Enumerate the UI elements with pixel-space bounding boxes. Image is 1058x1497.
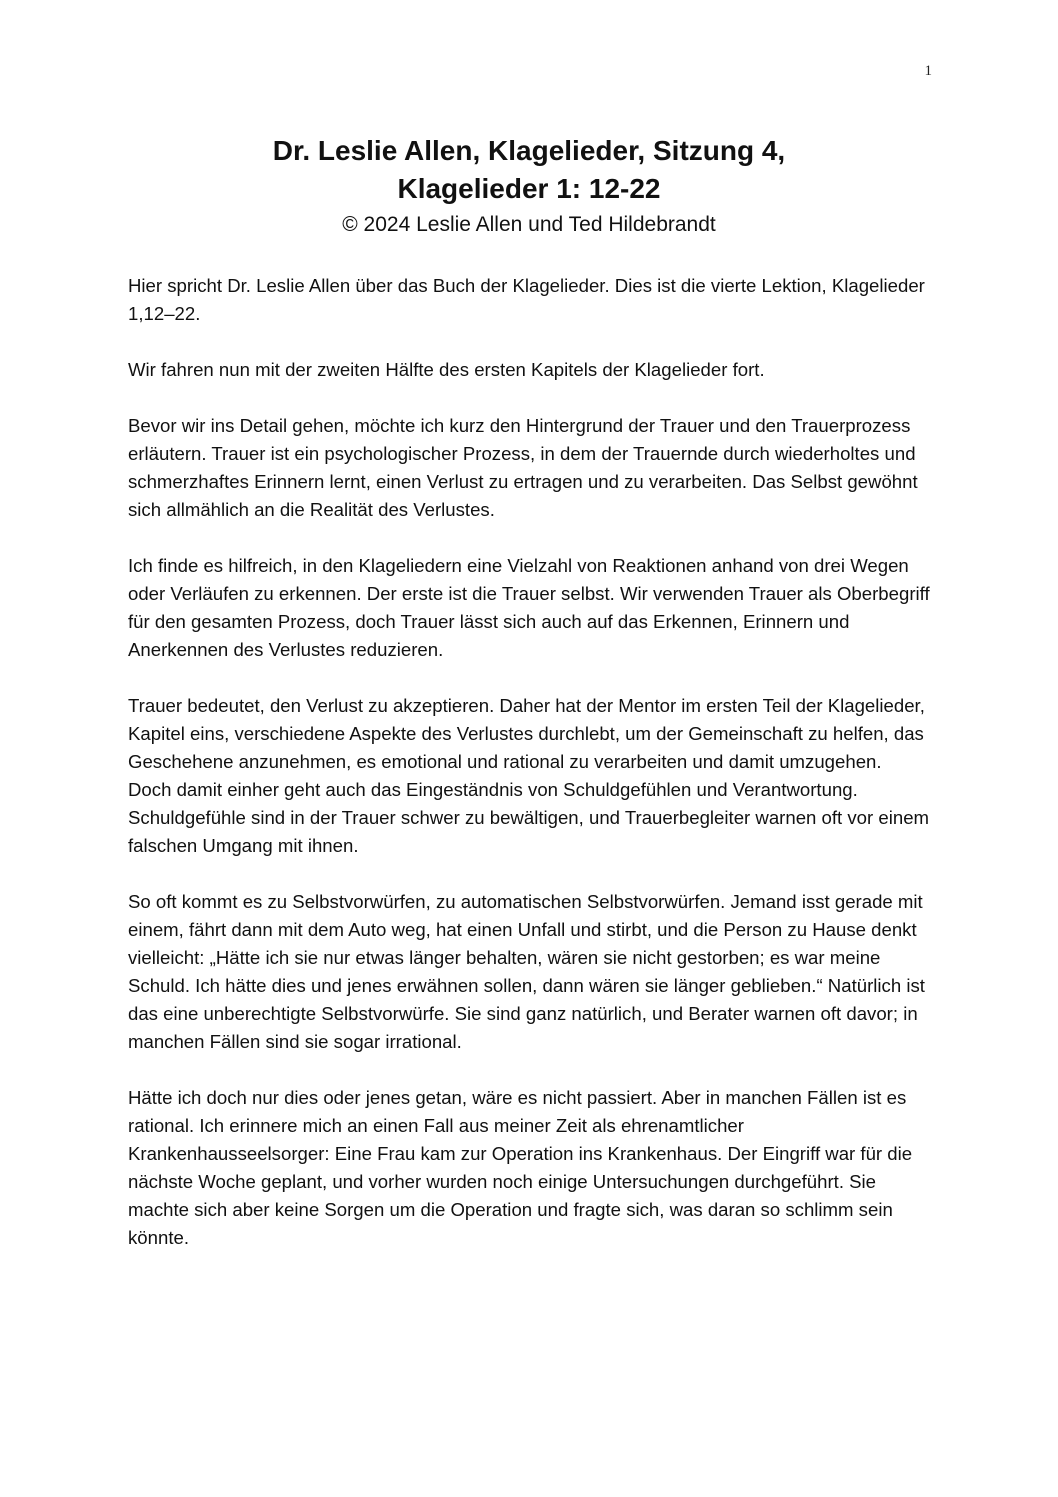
paragraph-grief-background: Bevor wir ins Detail gehen, möchte ich kurz den Hintergrund der Trauer und den Trauerprozess erläutern. Trauer ist ein psychologischer Prozess, in dem der Trauernde durch wiederholtes und schmerzhaftes Erinnern lernt, einen Verlust zu ertragen und zu verarbeiten. Das Selbst gewöhnt sich allmählich an die Realität des Verlustes. [128,415,918,520]
paragraph-accepting-loss: Trauer bedeutet, den Verlust zu akzeptieren. Daher hat der Mentor im ersten Teil der Klagelieder, Kapitel eins, verschiedene Aspekte des Verlustes durchlebt, um der Gemeinschaft zu helfen, das Geschehene anzunehmen, es emotional und rational zu verarbeiten und damit umzugehen. Doch damit einher geht auch das Eingeständnis von Schuldgefühlen und Verantwortung. Schuldgefühle sind in der Trauer schwer zu bewältigen, und Trauerbegleiter warnen oft vor einem falschen Umgang mit ihnen. [128,695,930,856]
paragraph-hospital-case: Hätte ich doch nur dies oder jenes getan, wäre es nicht passiert. Aber in manchen Fällen ist es rational. Ich erinnere mich an einen Fall aus meiner Zeit als ehrenamtlicher Krankenhausseelsorger: Eine Frau kam zur Operation ins Krankenhaus. Der Eingriff war für die nächste Woche geplant, und vorher wurden noch einige Untersuchungen durchgeführt. Sie machte sich aber keine Sorgen um die Operation und fragte sich, was daran so schlimm sein könnte. [128,1087,913,1248]
paragraph-self-blame: So oft kommt es zu Selbstvorwürfen, zu automatischen Selbstvorwürfen. Jemand isst gerade mit einem, fährt dann mit dem Auto weg, hat einen Unfall und stirbt, und die Person zu Hause denkt vielleicht: „Hätte ich sie nur etwas länger behalten, wären sie nicht gestorben; es war meine Schuld. Ich hätte dies und jenes erwähnen sollen, dann wären sie länger geblieben.“ Natürlich ist das eine unberechtigte Selbstvorwürfe. Sie sind ganz natürlich, und Berater warnen oft davor; in manchen Fällen sind sie sogar irrational. [128,891,925,1052]
document-title-line-2: Klagelieder 1: 12-22 [397,173,661,204]
copyright-notice: © 2024 Leslie Allen und Ted Hildebrandt [342,213,716,236]
paragraph-intro: Hier spricht Dr. Leslie Allen über das Buch der Klagelieder. Dies ist die vierte Lektion, Klagelieder 1,12–22. [128,275,925,324]
page-number: 1 [924,63,932,79]
paragraph-continuation: Wir fahren nun mit der zweiten Hälfte des ersten Kapitels der Klagelieder fort. [128,359,765,380]
paragraph-three-paths: Ich finde es hilfreich, in den Klageliedern eine Vielzahl von Reaktionen anhand von drei Wegen oder Verläufen zu erkennen. Der erste ist die Trauer selbst. Wir verwenden Trauer als Oberbegriff für den gesamten Prozess, doch Trauer lässt sich auch auf das Erkennen, Erinnern und Anerkennen des Verlustes reduzieren. [128,555,930,660]
title-block [0,132,1058,240]
document-title-line-1: Dr. Leslie Allen, Klagelieder, Sitzung 4, [272,135,786,166]
body-text [128,272,930,1280]
